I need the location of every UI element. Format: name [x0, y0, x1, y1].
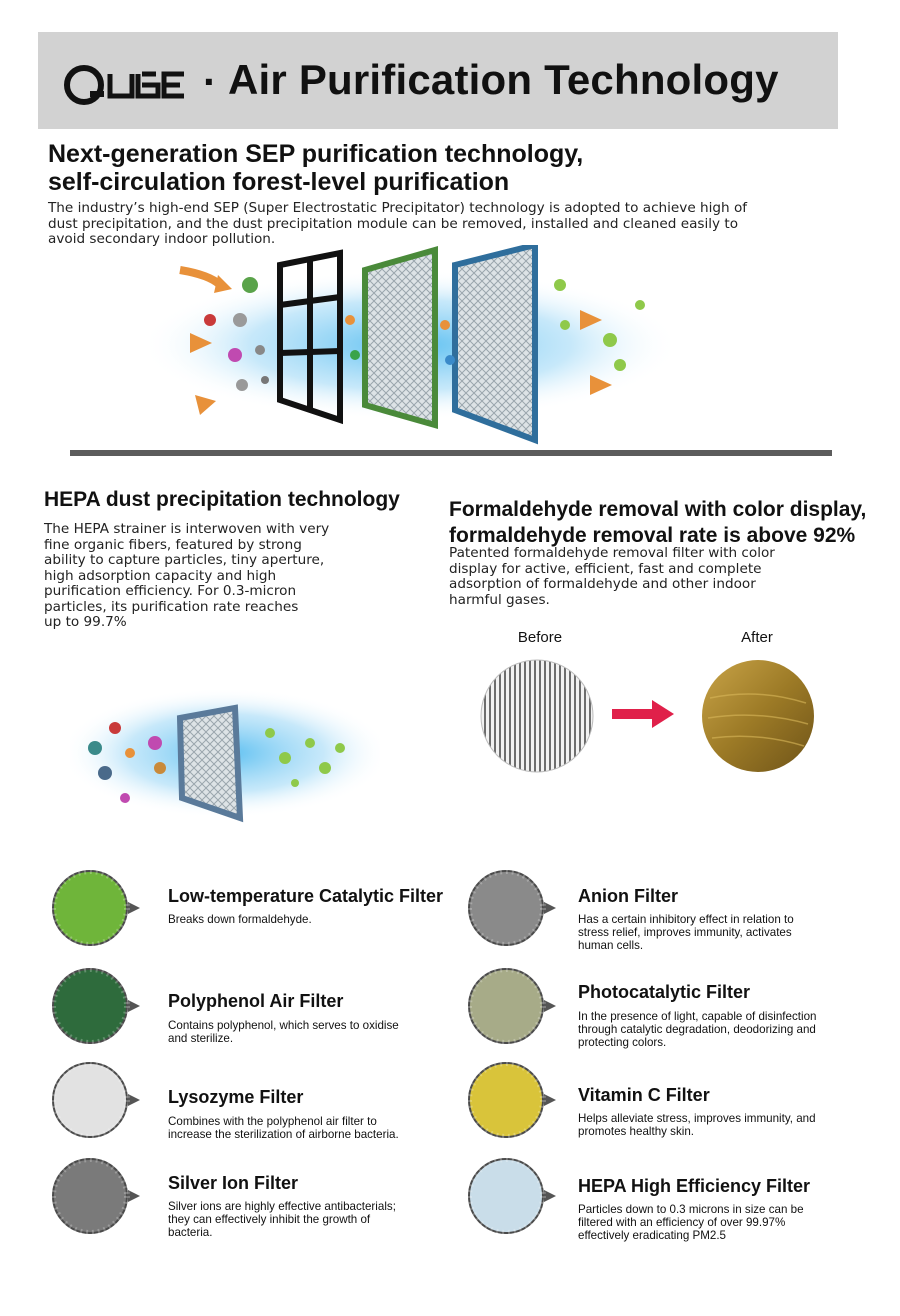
filter-swatch-icon	[466, 1060, 556, 1140]
filter-description	[578, 913, 878, 952]
header-separator: ·	[203, 58, 217, 105]
filter-swatch-icon	[50, 966, 140, 1046]
formaldehyde-desc-line: adsorption of formaldehyde and other indoor	[449, 576, 756, 592]
formaldehyde-title-line2: formaldehyde removal rate is above 92%	[449, 524, 856, 547]
filter-description-line: bacteria.	[168, 1226, 213, 1239]
hepa-desc-line: up to 99.7%	[44, 614, 127, 630]
formaldehyde-desc-line: display for active, efficient, fast and complete	[449, 560, 762, 577]
filter-description-line: Contains polyphenol, which serves to oxidise	[168, 1019, 399, 1032]
filter-description	[168, 913, 448, 926]
sep-title-line2: self-circulation forest-level purification	[48, 168, 510, 196]
formaldehyde-desc-line: harmful gases.	[449, 591, 550, 608]
filter-description	[168, 1200, 448, 1239]
filter-description	[578, 1112, 878, 1138]
filter-description-line: Particles down to 0.3 microns in size can be	[578, 1203, 804, 1216]
filter-description-line: Helps alleviate stress, improves immunity, and	[578, 1112, 816, 1125]
filter-description-line: protecting colors.	[578, 1036, 667, 1049]
hepa-desc-line: purification efficiency. For 0.3-micron	[44, 583, 297, 599]
filter-description-line: Silver ions are highly effective antibacterials;	[168, 1200, 396, 1213]
after-label: After	[741, 629, 773, 646]
sep-title	[48, 140, 828, 196]
filter-description-line: Has a certain inhibitory effect in relation to	[578, 913, 794, 926]
hepa-title: HEPA dust precipitation technology	[44, 488, 400, 511]
filter-title: Lysozyme Filter	[168, 1087, 304, 1107]
sep-desc-line1: The industry’s high-end SEP (Super Electrostatic Precipitator) technology is adopted to achieve high of	[48, 200, 748, 216]
filter-title: HEPA High Efficiency Filter	[578, 1176, 811, 1196]
filter-description	[578, 1203, 878, 1242]
arrow-right-icon	[612, 700, 674, 728]
filter-description-line: filtered with an efficiency of over 99.97%	[578, 1216, 786, 1229]
filter-description-line: effectively eradicating PM2.5	[578, 1229, 727, 1242]
formaldehyde-description	[449, 546, 869, 608]
filter-description-line: stress relief, improves immunity, activates	[578, 926, 792, 939]
filter-swatch-icon	[50, 1156, 140, 1236]
filter-description	[578, 1010, 878, 1049]
filter-swatch-icon	[466, 868, 556, 948]
filter-description-line: promotes healthy skin.	[578, 1125, 694, 1138]
filter-description	[168, 1115, 448, 1141]
before-filter-swatch	[479, 658, 595, 774]
filter-description-line: they can effectively inhibit the growth of	[168, 1213, 371, 1226]
hepa-desc-line: high adsorption capacity and high	[44, 567, 277, 584]
after-filter-swatch	[700, 658, 816, 774]
filter-swatch-icon	[50, 868, 140, 948]
sep-filter-illustration	[150, 245, 670, 445]
filter-title: Anion Filter	[578, 886, 678, 906]
sep-desc-line2: dust precipitation, and the dust precipitation module can be removed, installed and cleaned easily to	[48, 215, 739, 232]
filter-title: Polyphenol Air Filter	[168, 991, 344, 1011]
filter-swatch-icon	[50, 1060, 140, 1140]
filter-description-line: Combines with the polyphenol air filter to	[168, 1115, 377, 1128]
formaldehyde-title	[449, 497, 889, 549]
hepa-desc-line: particles, its purification rate reaches	[44, 598, 299, 615]
before-label: Before	[517, 629, 563, 646]
filter-description-line: human cells.	[578, 939, 644, 952]
filter-title: Low-temperature Catalytic Filter	[168, 886, 444, 906]
filter-description-line: Breaks down formaldehyde.	[168, 913, 312, 926]
sep-desc-line3: avoid secondary indoor pollution.	[48, 231, 276, 247]
sep-description	[48, 201, 848, 248]
filter-description	[168, 1019, 448, 1045]
filter-description-line: and sterilize.	[168, 1032, 234, 1045]
hepa-desc-line: The HEPA strainer is interwoven with very	[44, 521, 330, 537]
filter-title: Photocatalytic Filter	[578, 982, 751, 1002]
filter-swatch-icon	[466, 966, 556, 1046]
hepa-desc-line: fine organic fibers, featured by strong	[44, 536, 302, 553]
filter-swatch-icon	[466, 1156, 556, 1236]
filter-description-line: increase the sterilization of airborne bacteria.	[168, 1128, 399, 1141]
sep-title-line1: Next-generation SEP purification technology,	[48, 140, 584, 168]
header-title: Air Purification Technology	[228, 56, 779, 103]
hepa-description	[44, 522, 384, 631]
filter-description-line: through catalytic degradation, deodorizing and	[578, 1023, 816, 1036]
filter-description-line: In the presence of light, capable of disinfection	[578, 1010, 817, 1023]
section-divider	[70, 450, 832, 456]
filter-title: Vitamin C Filter	[578, 1085, 710, 1105]
filter-title: Silver Ion Filter	[168, 1173, 299, 1193]
formaldehyde-desc-line: Patented formaldehyde removal filter with color	[449, 545, 775, 561]
hepa-desc-line: ability to capture particles, tiny aperture,	[44, 552, 325, 568]
formaldehyde-title-line1: Formaldehyde removal with color display,	[449, 498, 867, 521]
qube-logo	[62, 60, 202, 110]
hepa-filter-illustration	[70, 668, 380, 838]
